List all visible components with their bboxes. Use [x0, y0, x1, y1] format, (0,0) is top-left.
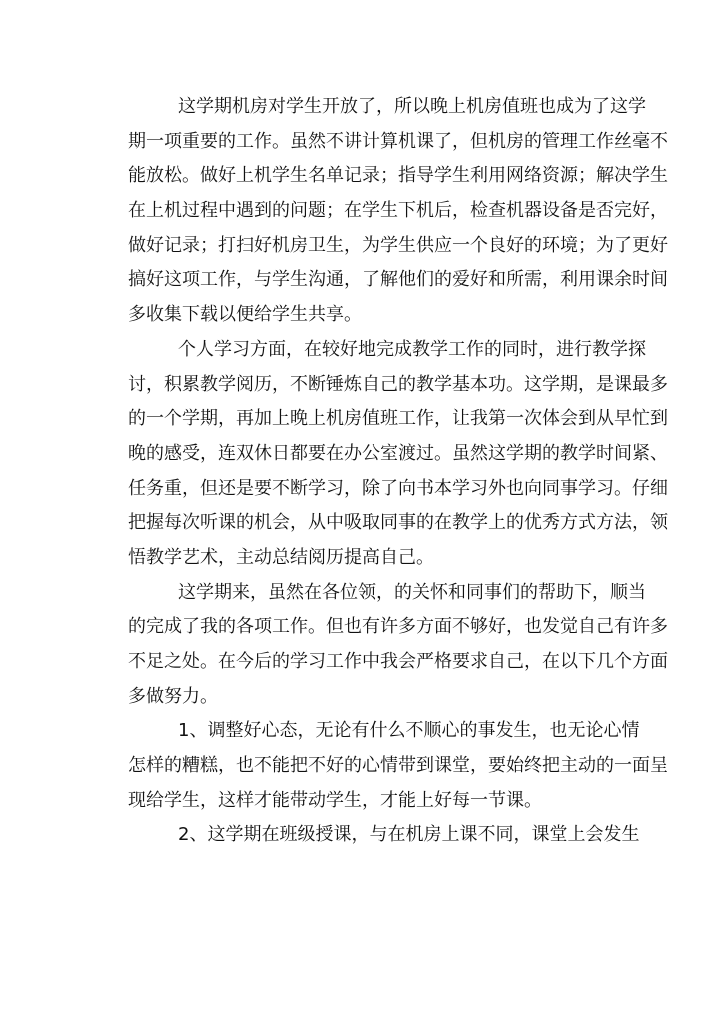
paragraph-line: 这学期机房对学生开放了，所以晚上机房值班也成为了这学 [178, 96, 646, 117]
paragraph-line: 在上机过程中遇到的问题；在学生下机后，检查机器设备是否完好， [128, 200, 668, 222]
paragraph-line: 搞好这项工作，与学生沟通，了解他们的爱好和所需，利用课余时间 [128, 269, 668, 291]
paragraph-line: 的一个学期，再加上晚上机房值班工作，让我第一次体会到从早忙到 [128, 408, 668, 430]
paragraph-line: 期一项重要的工作。虽然不讲计算机课了，但机房的管理工作丝毫不 [128, 130, 668, 152]
paragraph-line: 任务重，但还是要不断学习，除了向书本学习外也向同事学习。仔细 [128, 477, 668, 499]
paragraph-line: 这学期来，虽然在各位领，的关怀和同事们的帮助下，顺当 [178, 581, 646, 603]
document-body [128, 90, 668, 853]
paragraph-line: 能放松。做好上机学生名单记录；指导学生利用网络资源；解决学生 [128, 165, 668, 187]
paragraph [128, 818, 640, 853]
paragraph-line: 讨，积累教学阅历，不断锤炼自己的教学基本功。这学期，是课最多 [128, 373, 668, 395]
paragraph-line: 晚的感受，连双休日都要在办公室渡过。虽然这学期的教学时间紧、 [128, 442, 668, 464]
paragraph-line: 多做努力。 [128, 685, 218, 707]
paragraph-line: 做好记录；打扫好机房卫生，为学生供应一个良好的环境；为了更好 [128, 234, 668, 256]
paragraph-line: 个人学习方面，在较好地完成教学工作的同时，进行教学探 [178, 338, 646, 360]
paragraph-line: 不足之处。在今后的学习工作中我会严格要求自己，在以下几个方面 [128, 651, 668, 672]
paragraph-line: 2、这学期在班级授课，与在机房上课不同，课堂上会发生 [178, 824, 640, 846]
paragraph [128, 333, 668, 576]
paragraph-line: 的完成了我的各项工作。但也有许多方面不够好，也发觉自己有许多 [128, 616, 668, 638]
paragraph [128, 90, 668, 333]
paragraph-line: 现给学生，这样才能带动学生，才能上好每一节课。 [128, 789, 542, 811]
paragraph [128, 576, 668, 715]
paragraph-line: 1、调整好心态，无论有什么不顺心的事发生，也无论心情 [178, 720, 640, 742]
paragraph [128, 714, 668, 818]
paragraph-line: 悟教学艺术，主动总结阅历提高自己。 [128, 546, 434, 568]
paragraph-line: 把握每次听课的机会，从中吸取同事的在教学上的优秀方式方法，领 [128, 512, 668, 534]
paragraph-line: 怎样的糟糕，也不能把不好的心情带到课堂，要始终把主动的一面呈 [128, 755, 668, 777]
paragraph-line: 多收集下载以便给学生共享。 [128, 304, 362, 326]
